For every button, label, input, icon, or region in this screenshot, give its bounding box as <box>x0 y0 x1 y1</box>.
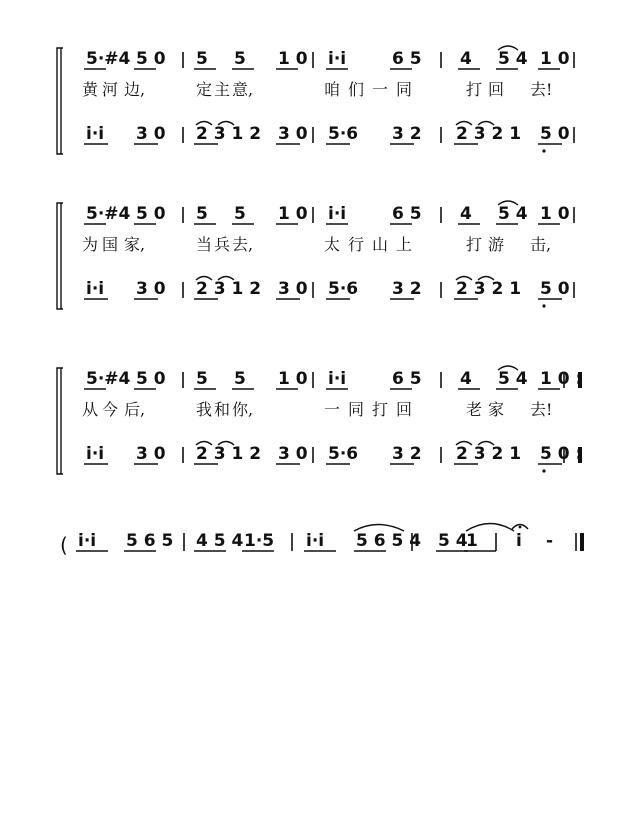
system-bracket <box>57 368 63 474</box>
score-system <box>57 366 582 474</box>
note-group: 3 0 <box>278 279 308 299</box>
lyric-syllable: 黄 <box>82 80 99 99</box>
note-group: 5 <box>196 369 208 389</box>
note-group: 5·6 <box>328 279 359 299</box>
coda-note-group: i <box>516 531 522 551</box>
lyric-syllable: 行 <box>348 235 365 254</box>
lyric-syllable: 咱 <box>324 80 341 99</box>
lyric-syllable: 同 <box>396 80 413 99</box>
note-group: 5 0 <box>136 204 166 224</box>
lyric-syllable: 太 <box>324 235 341 254</box>
note-group: i·i <box>328 49 347 69</box>
coda-note-group: 1 <box>466 531 478 551</box>
note-group: 1 0 <box>278 49 308 69</box>
note-group: 5·6 <box>328 444 359 464</box>
note-group: 5 4 <box>498 49 528 69</box>
lyric-syllable: 兵 <box>214 235 231 254</box>
note-group: 3 2 <box>392 124 422 144</box>
note-group: 5 <box>234 49 246 69</box>
note-group: 5 0 <box>540 279 570 299</box>
note-group: 5 0 <box>136 369 166 389</box>
coda-note-group: 1·5 <box>244 531 275 551</box>
note-group: 2 3 1 2 <box>196 279 262 299</box>
note-group: 2 3 2 1 <box>456 279 522 299</box>
note-group: 3 0 <box>278 444 308 464</box>
note-group: 3 0 <box>136 279 166 299</box>
note-group: 1 0 : <box>540 369 583 389</box>
lyric-syllable: 我 <box>196 400 213 419</box>
lyric-syllable: 后, <box>124 400 146 419</box>
coda-note-group: i·i <box>306 531 325 551</box>
note-group: 3 0 <box>136 124 166 144</box>
note-group: i·i <box>328 204 347 224</box>
note-group: 5 0 <box>540 124 570 144</box>
note-group: 6 5 <box>392 204 422 224</box>
system-bracket <box>57 203 63 309</box>
lyric-syllable: 打 <box>466 80 483 99</box>
note-group: i·i <box>328 369 347 389</box>
lyric-syllable: 回 <box>396 400 413 419</box>
lyric-syllable: 打 <box>466 235 483 254</box>
note-group: 5·6 <box>328 124 359 144</box>
lyric-syllable: 去! <box>530 400 553 419</box>
lyric-syllable: 同 <box>348 400 365 419</box>
lyric-syllable: 为 <box>82 235 99 254</box>
coda-open-paren: ( <box>60 533 68 557</box>
note-group: 6 5 <box>392 49 422 69</box>
coda-note-group: 4 5 4 <box>196 531 244 551</box>
lyric-syllable: 一 <box>372 80 389 99</box>
note-group: 5 <box>196 49 208 69</box>
lyric-syllable: 们 <box>348 80 365 99</box>
octave-dot <box>542 149 545 152</box>
lyric-syllable: 意, <box>232 80 254 99</box>
lyric-syllable: 游 <box>488 235 505 254</box>
note-group: i·i <box>86 124 105 144</box>
coda-note-group: 5 4 <box>438 531 468 551</box>
coda-note-group: 5 6 5 <box>126 531 174 551</box>
note-group: 2 3 2 1 <box>456 444 522 464</box>
note-group: 5 <box>196 204 208 224</box>
slur <box>466 524 514 532</box>
note-group: 2 3 2 1 <box>456 124 522 144</box>
system-bracket <box>57 48 63 154</box>
lyric-syllable: 家, <box>124 235 146 254</box>
note-group: 5 4 <box>498 369 528 389</box>
note-group: 1 0 <box>540 204 570 224</box>
note-group: 5 <box>234 369 246 389</box>
note-group: 5 <box>234 204 246 224</box>
coda-line <box>60 524 582 558</box>
note-group: 2 3 1 2 <box>196 444 262 464</box>
fermata-dot <box>519 526 522 529</box>
lyric-syllable: 去! <box>530 80 553 99</box>
lyric-syllable: 打 <box>372 400 389 419</box>
lyric-syllable: 上 <box>396 235 413 254</box>
lyric-syllable: 定 <box>196 80 213 99</box>
lyric-syllable: 今 <box>102 400 119 419</box>
note-group: 3 0 <box>278 124 308 144</box>
lyric-syllable: 主 <box>214 80 231 99</box>
note-group: 4 <box>460 369 472 389</box>
note-group: 3 2 <box>392 279 422 299</box>
note-group: 2 3 1 2 <box>196 124 262 144</box>
note-group: 5·#4 <box>86 204 131 224</box>
lyric-syllable: 老 <box>466 400 483 419</box>
lyric-syllable: 回 <box>488 80 505 99</box>
note-group: 5·#4 <box>86 369 131 389</box>
note-group: i·i <box>86 444 105 464</box>
score-systems <box>57 46 582 474</box>
note-group: 5 0 : <box>540 444 583 464</box>
note-group: i·i <box>86 279 105 299</box>
note-group: 4 <box>460 204 472 224</box>
lyric-syllable: 家 <box>488 400 505 419</box>
lyric-syllable: 国 <box>102 235 119 254</box>
lyric-syllable: 去, <box>232 235 254 254</box>
note-group: 1 0 <box>540 49 570 69</box>
octave-dot <box>542 469 545 472</box>
note-group: 1 0 <box>278 369 308 389</box>
score-system <box>57 201 574 309</box>
coda-note-group: i·i <box>78 531 97 551</box>
note-group: 6 5 <box>392 369 422 389</box>
note-group: 5 0 <box>136 49 166 69</box>
lyric-syllable: 山 <box>372 235 389 254</box>
octave-dot <box>542 304 545 307</box>
note-group: 5·#4 <box>86 49 131 69</box>
note-group: 3 2 <box>392 444 422 464</box>
lyric-syllable: 当 <box>196 235 213 254</box>
lyric-syllable: 河 <box>102 80 119 99</box>
lyric-syllable: 一 <box>324 400 341 419</box>
note-group: 4 <box>460 49 472 69</box>
note-group: 3 0 <box>136 444 166 464</box>
lyric-syllable: 击, <box>530 235 552 254</box>
score-system <box>57 46 574 154</box>
lyric-syllable: 从 <box>82 400 99 419</box>
note-group: 5 4 <box>498 204 528 224</box>
lyric-syllable: 你, <box>232 400 254 419</box>
coda-note-group: 5 6 5 4 <box>356 531 422 551</box>
lyric-syllable: 边, <box>124 80 146 99</box>
note-group: 1 0 <box>278 204 308 224</box>
lyric-syllable: 和 <box>214 400 231 419</box>
coda-note-group: - <box>546 531 554 551</box>
